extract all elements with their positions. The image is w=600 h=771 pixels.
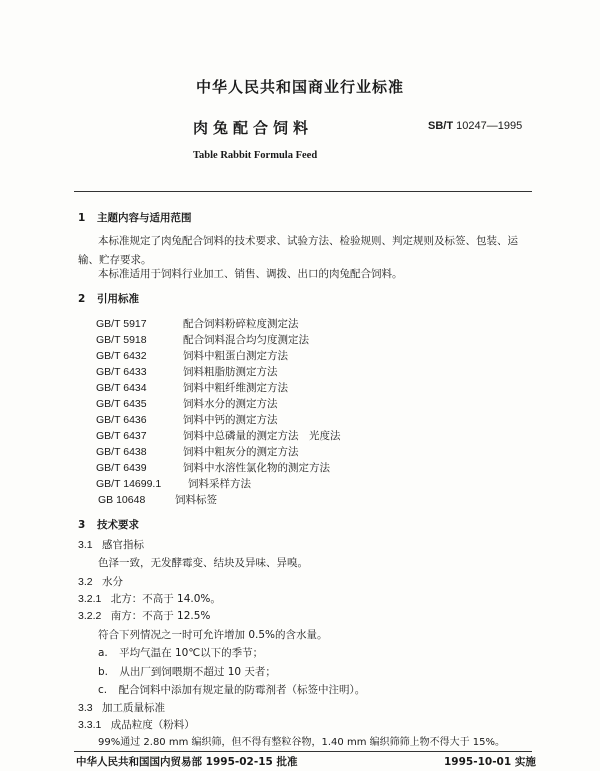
clause-number: 3.2 — [78, 576, 93, 588]
section-3-number: 3 — [78, 519, 86, 531]
clause-title: 感官指标 — [101, 539, 144, 551]
reference-code: GB/T 6432 — [96, 350, 147, 362]
reference-name: 饲料中钙的测定方法 — [183, 414, 278, 426]
condition-mark: b. — [98, 666, 109, 678]
condition-item-a — [98, 645, 263, 660]
reference-item — [96, 348, 288, 363]
reference-code: GB/T 14699.1 — [96, 478, 162, 490]
reference-name: 饲料中粗蛋白测定方法 — [183, 350, 288, 362]
reference-item — [96, 396, 278, 411]
reference-item — [96, 460, 330, 475]
section-1-paragraph-1: 本标准规定了肉兔配合饲料的技术要求、试验方法、检验规则、判定规则及标签、包装、运输、贮存要求。 — [78, 235, 518, 266]
clause-3-2-2-note: 符合下列情况之一时可允许增加 0.5%的含水量。 — [98, 629, 328, 641]
section-2-title: 引用标准 — [96, 293, 139, 305]
clause-text: 南方：不高于 12.5% — [110, 610, 211, 622]
reference-name: 饲料中粗纤维测定方法 — [183, 382, 288, 394]
section-1-title: 主题内容与适用范围 — [96, 212, 192, 224]
standard-code-prefix: SB/T — [428, 120, 454, 132]
reference-code: GB/T 6439 — [96, 462, 147, 474]
clause-title: 水分 — [101, 576, 123, 588]
reference-name: 饲料采样方法 — [188, 478, 251, 490]
condition-mark: c. — [98, 684, 108, 696]
condition-mark: a. — [98, 647, 108, 659]
clause-text: 北方：不高于 14.0%。 — [110, 593, 221, 605]
reference-name: 饲料水分的测定方法 — [183, 398, 278, 410]
clause-number: 3.3 — [78, 702, 93, 714]
clause-3-3-1-text: 99%通过 2.80 mm 编织筛，但不得有整粒谷物，1.40 mm 编织筛筛上物不得大于 15%。 — [98, 737, 506, 748]
reference-item — [98, 492, 217, 507]
reference-code: GB/T 6433 — [96, 366, 147, 378]
reference-item — [96, 428, 341, 443]
condition-text: 从出厂到饲喂期不超过 10 天者； — [119, 666, 276, 678]
reference-item — [96, 476, 251, 491]
clause-3-2-1 — [78, 591, 221, 606]
reference-code: GB/T 6434 — [96, 382, 147, 394]
section-3-title: 技术要求 — [96, 519, 139, 531]
top-divider — [74, 191, 532, 192]
reference-name: 饲料粗脂肪测定方法 — [183, 366, 278, 378]
clause-number: 3.2.1 — [78, 593, 102, 605]
reference-code: GB/T 5918 — [96, 334, 147, 346]
reference-name: 配合饲料粉碎粒度测定法 — [183, 318, 299, 330]
reference-item — [96, 380, 288, 395]
clause-3-1-heading — [78, 537, 144, 552]
section-1-paragraph-2: 本标准适用于饲料行业加工、销售、调拨、出口的肉兔配合饲料。 — [98, 268, 403, 280]
reference-code: GB/T 6435 — [96, 398, 147, 410]
condition-item-c — [98, 682, 365, 697]
english-title: Table Rabbit Formula Feed — [193, 150, 318, 161]
reference-name: 配合饲料混合均匀度测定法 — [183, 334, 309, 346]
condition-item-b — [98, 664, 276, 679]
clause-number: 3.1 — [78, 539, 93, 551]
standard-code-number: 10247—1995 — [456, 120, 523, 132]
reference-item — [96, 412, 278, 427]
reference-code: GB 10648 — [98, 494, 146, 506]
clause-3-2-heading — [78, 574, 123, 589]
reference-name: 饲料标签 — [175, 494, 217, 506]
condition-text: 平均气温在 10℃以下的季节； — [119, 647, 264, 659]
implementation-date: 1995-10-01 实施 — [444, 756, 536, 768]
condition-text: 配合饲料中添加有规定量的防霉剂者（标签中注明）。 — [118, 684, 366, 696]
clause-number: 3.2.2 — [78, 610, 102, 622]
section-3-heading — [78, 517, 139, 532]
reference-code: GB/T 6437 — [96, 430, 147, 442]
reference-code: GB/T 5917 — [96, 318, 147, 330]
standard-header: 中华人民共和国商业行业标准 — [195, 78, 404, 96]
reference-item — [96, 316, 299, 331]
reference-code: GB/T 6436 — [96, 414, 147, 426]
clause-3-3-1-heading — [78, 717, 195, 732]
reference-name: 饲料中粗灰分的测定方法 — [183, 446, 299, 458]
standard-code — [428, 120, 522, 132]
approval-date: 中华人民共和国国内贸易部 1995-02-15 批准 — [76, 756, 298, 768]
document-title: 肉兔配合饲料 — [193, 119, 314, 137]
reference-item — [96, 332, 309, 347]
section-2-heading — [78, 291, 139, 306]
reference-item — [96, 444, 299, 459]
section-1-number: 1 — [78, 212, 86, 224]
clause-title: 加工质量标准 — [101, 702, 165, 714]
clause-3-2-2 — [78, 608, 210, 623]
clause-3-3-heading — [78, 700, 165, 715]
reference-code: GB/T 6438 — [96, 446, 147, 458]
bottom-divider — [74, 751, 532, 752]
reference-name: 饲料中水溶性氯化物的测定方法 — [183, 462, 330, 474]
section-2-number: 2 — [78, 293, 86, 305]
clause-number: 3.3.1 — [78, 719, 102, 731]
clause-3-1-text: 色泽一致，无发酵霉变、结块及异味、异嗅。 — [98, 557, 308, 569]
section-1-heading — [78, 210, 191, 225]
reference-name: 饲料中总磷量的测定方法 光度法 — [183, 430, 341, 442]
reference-item — [96, 364, 278, 379]
clause-title: 成品粒度（粉料） — [110, 719, 195, 731]
